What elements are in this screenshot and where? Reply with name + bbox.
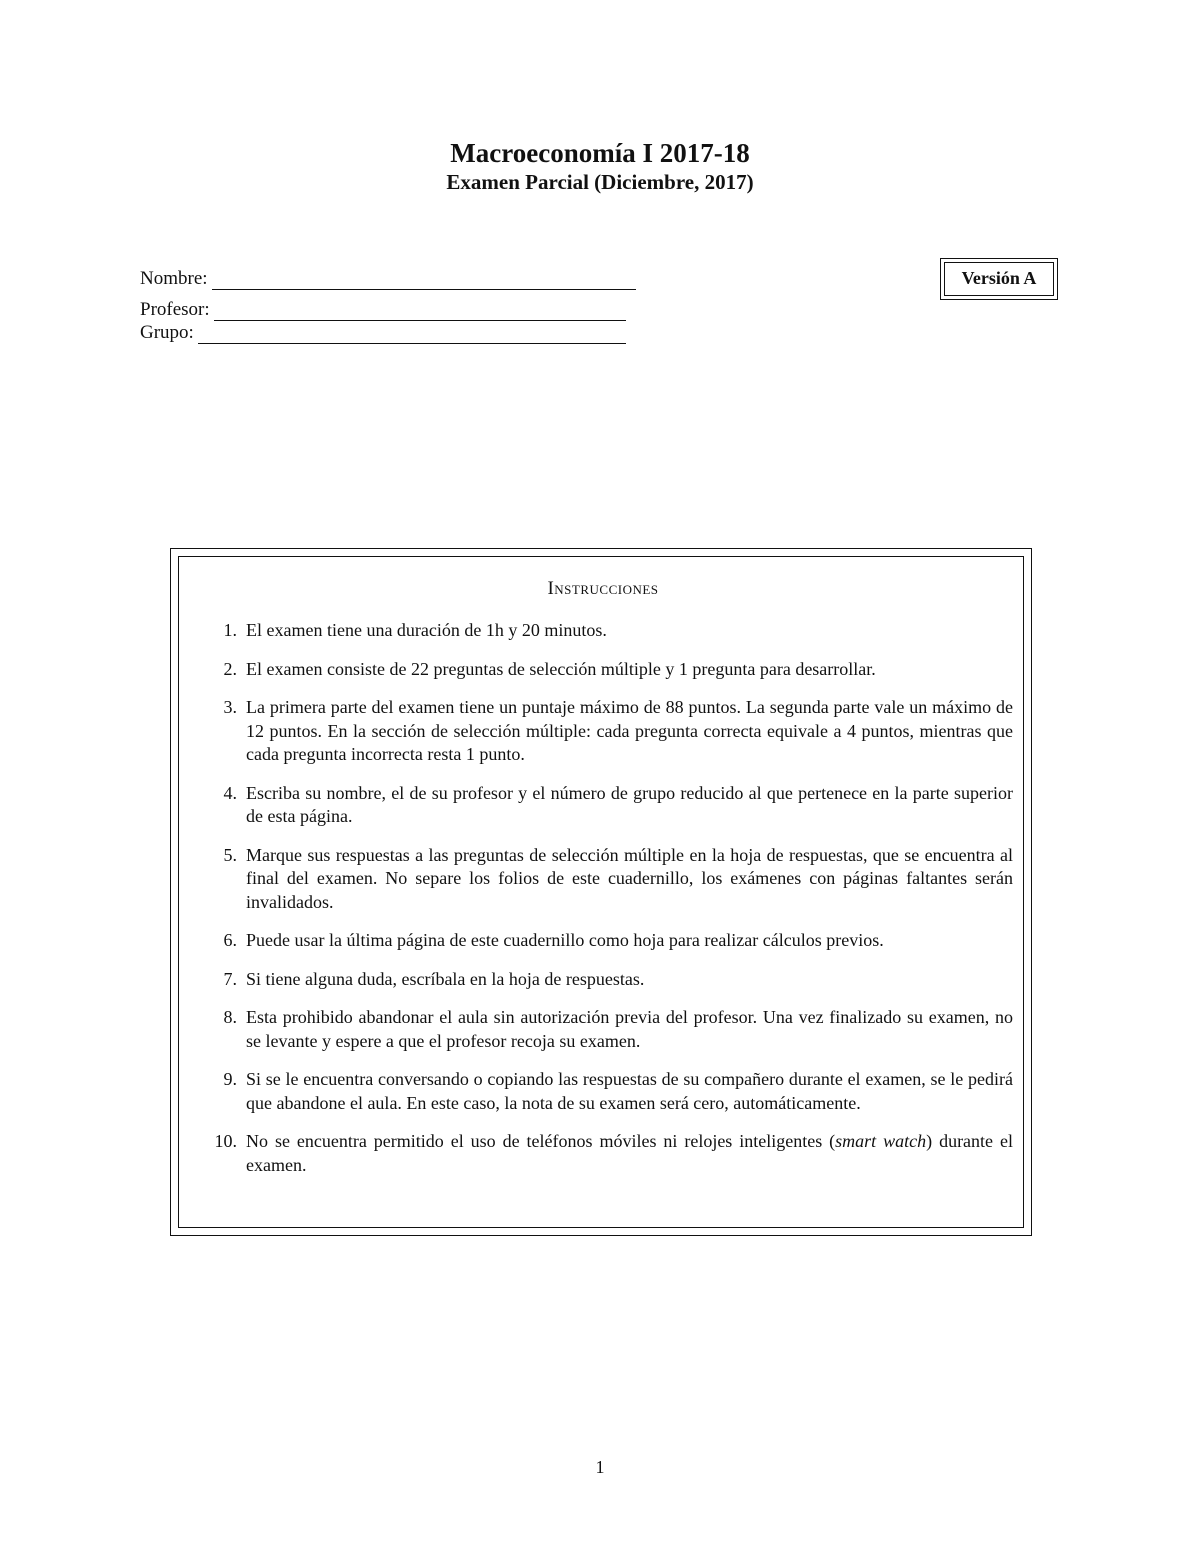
- nombre-line[interactable]: [212, 271, 636, 290]
- instruction-text: El examen tiene una duración de 1h y 20 minutos.: [246, 620, 607, 640]
- profesor-label: Profesor:: [140, 299, 210, 320]
- instruction-number: 10.: [214, 1131, 237, 1151]
- instruction-text-before: No se encuentra permitido el uso de teléfonos móviles ni relojes inteligentes (: [246, 1131, 836, 1151]
- instruction-item: [193, 844, 1013, 915]
- instruction-text: Escriba su nombre, el de su profesor y el número de grupo reducido al que pertenece en la parte superior de esta página.: [246, 782, 1013, 826]
- instructions-inner-frame: [178, 556, 1024, 1228]
- instruction-number: 8.: [223, 1007, 237, 1027]
- instructions-list: [193, 619, 1013, 1177]
- instruction-number: 7.: [223, 968, 237, 989]
- instructions-heading: Instrucciones: [547, 578, 659, 599]
- instruction-number: 5.: [223, 844, 237, 865]
- instruction-number: 6.: [223, 930, 237, 950]
- profesor-line[interactable]: [214, 302, 626, 321]
- nombre-field[interactable]: [140, 268, 636, 290]
- instruction-item: [193, 658, 1013, 682]
- instruction-text: Esta prohibido abandonar el aula sin autorización previa del profesor. Una vez finalizado su examen, no se levante y espere a que el profesor recoja su examen.: [246, 1007, 1013, 1051]
- instruction-number: 4.: [223, 782, 237, 803]
- instruction-text: El examen consiste de 22 preguntas de selección múltiple y 1 pregunta para desarrollar.: [246, 658, 876, 679]
- instruction-number: 9.: [223, 1069, 237, 1089]
- instruction-item: [193, 619, 1013, 643]
- instruction-text: Marque sus respuestas a las preguntas de selección múltiple en la hoja de respuestas, que se encuentra al final del examen. No separe los folios de este cuadernillo, los exámenes con páginas faltantes serán invalidados.: [246, 844, 1013, 912]
- instruction-item: [193, 696, 1013, 767]
- instruction-text: La primera parte del examen tiene un puntaje máximo de 88 puntos. La segunda parte vale un máximo de 12 puntos. En la sección de selección múltiple: cada pregunta correcta equivale a 4 puntos, mientras que cada pregunta incorrecta resta 1 punto.: [246, 697, 1013, 764]
- instruction-number: 3.: [223, 697, 237, 717]
- instruction-text-after: ) durante el examen.: [246, 1131, 1013, 1175]
- grupo-label: Grupo:: [140, 322, 194, 343]
- instruction-item: [193, 929, 1013, 953]
- page-number: 1: [595, 1457, 605, 1477]
- nombre-label: Nombre:: [140, 268, 208, 289]
- instruction-item: [193, 782, 1013, 829]
- instruction-text: Si se le encuentra conversando o copiando las respuestas de su compañero durante el examen, se le pedirá que abandone el aula. En este caso, la nota de su examen será cero, automáticamente.: [246, 1069, 1013, 1113]
- grupo-line[interactable]: [198, 325, 626, 344]
- instruction-text: Puede usar la última página de este cuadernillo como hoja para realizar cálculos previos.: [246, 930, 884, 950]
- instruction-item: [193, 1006, 1013, 1053]
- instruction-item: [193, 1068, 1013, 1115]
- instruction-text: Si tiene alguna duda, escríbala en la hoja de respuestas.: [246, 968, 645, 989]
- instruction-number: 2.: [223, 658, 237, 679]
- instruction-text-italic: smart watch: [835, 1131, 927, 1151]
- version-label: Versión A: [944, 262, 1054, 296]
- grupo-field[interactable]: [140, 322, 626, 344]
- instruction-text: [246, 1130, 1013, 1177]
- profesor-field[interactable]: [140, 299, 626, 321]
- instruction-item: [193, 968, 1013, 992]
- exam-subtitle: Examen Parcial (Diciembre, 2017): [446, 170, 754, 194]
- instruction-item: [193, 1130, 1013, 1177]
- instructions-box: [170, 548, 1032, 1236]
- version-box: [940, 258, 1058, 300]
- instruction-number: 1.: [223, 620, 237, 640]
- exam-title: Macroeconomía I 2017-18: [450, 138, 750, 168]
